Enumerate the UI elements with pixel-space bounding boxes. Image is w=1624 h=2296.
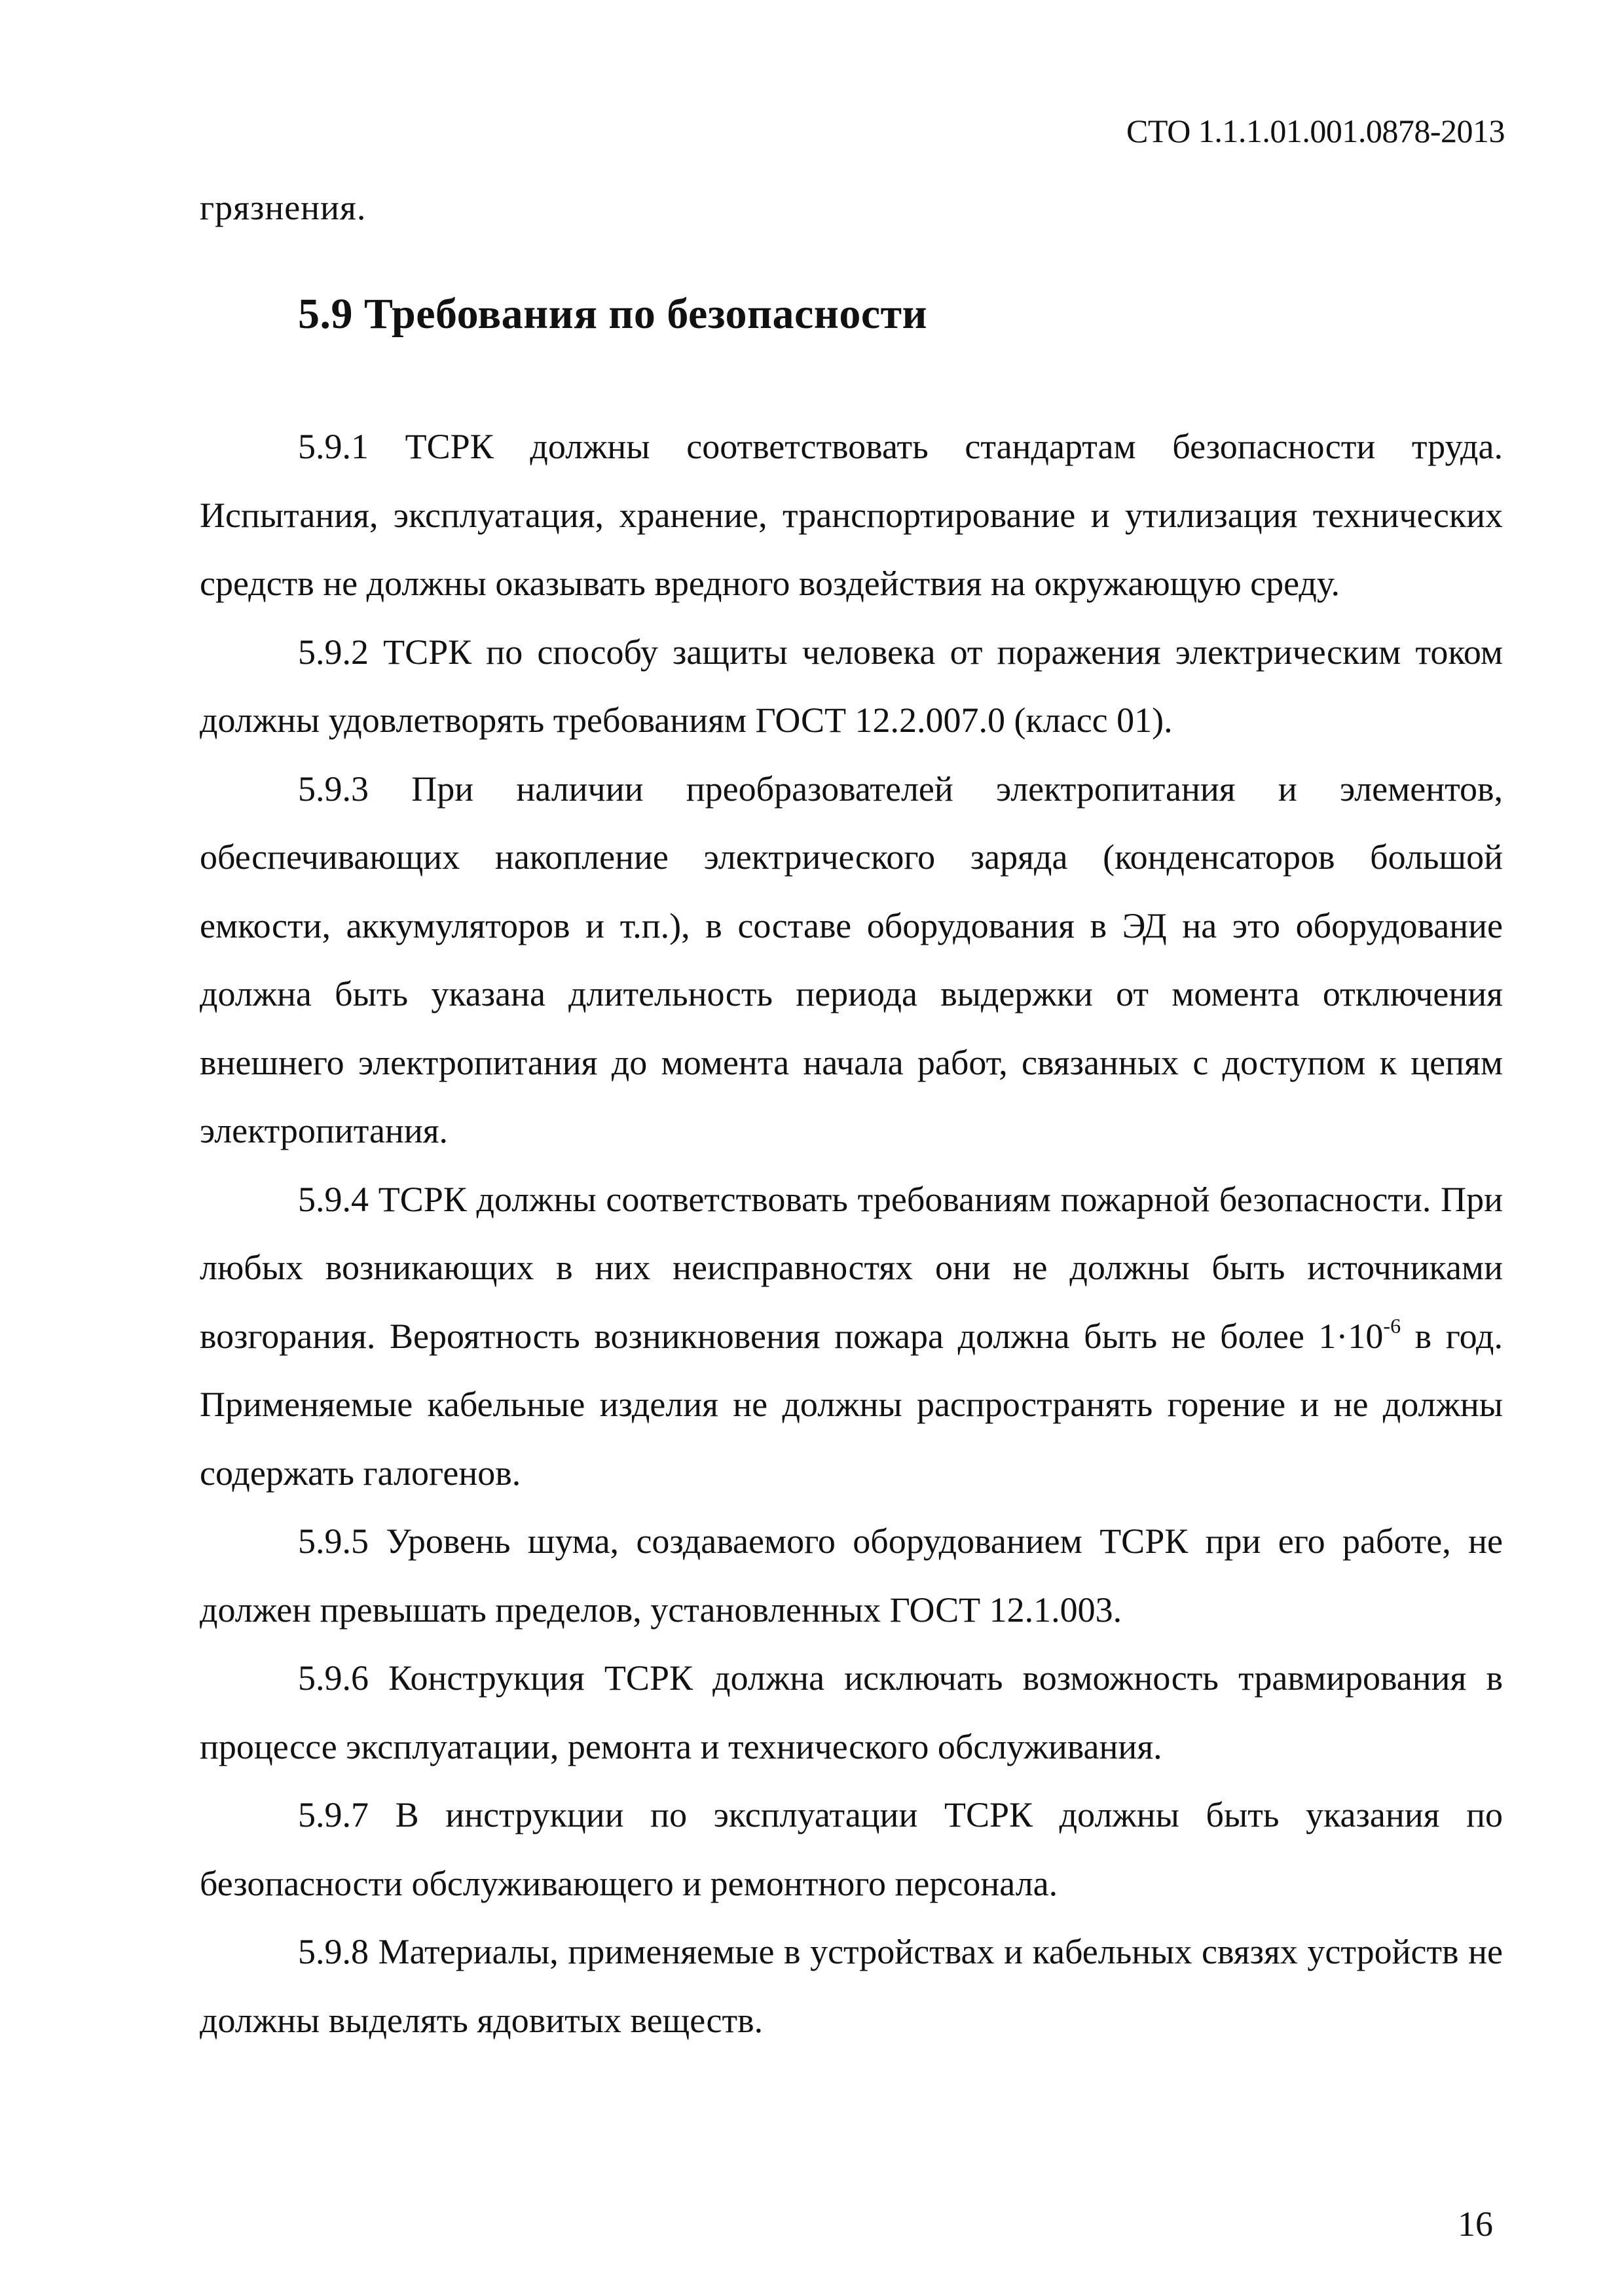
continuation-text: грязнения. xyxy=(200,188,367,227)
paragraph-5-9-6: 5.9.6 Конструкция ТСРК должна исключать возможность травмирования в процессе эксплуатации, ремонта и технического обслуживания. xyxy=(200,1658,1503,1766)
paragraph-5-9-7: 5.9.7 В инструкции по эксплуатации ТСРК должны быть указания по безопасности обслуживающего и ремонтного персонала. xyxy=(200,1795,1503,1903)
document-code: СТО 1.1.1.01.001.0878-2013 xyxy=(1126,113,1505,149)
paragraph-5-9-3: 5.9.3 При наличии преобразователей электропитания и элементов, обеспечивающих накопление электрического заряда (конденсаторов большой емкости, аккумуляторов и т.п.), в составе оборудования в ЭД на это оборудование должна быть указана длительность периода выдержки от момента отключения внешнего электропитания до момента начала работ, связанных с доступом к цепям электропитания. xyxy=(200,769,1503,1150)
paragraph-5-9-2: 5.9.2 ТСРК по способу защиты человека от поражения электрическим током должны удовлетворять требованиям ГОСТ 12.2.007.0 (класс 01). xyxy=(200,632,1503,740)
paragraph-5-9-1: 5.9.1 ТСРК должны соответствовать стандартам безопасности труда. Испытания, эксплуатация, хранение, транспортирование и утилизация технических средств не должны оказывать вредного воздействия на окружающую среду. xyxy=(200,427,1503,603)
page-number: 16 xyxy=(1458,2204,1493,2244)
paragraph-5-9-8: 5.9.8 Материалы, применяемые в устройствах и кабельных связях устройств не должны выделять ядовитых веществ. xyxy=(200,1932,1503,2040)
exponent: -6 xyxy=(1383,1313,1401,1338)
paragraph-5-9-4-text-a: 5.9.4 ТСРК должны соответствовать требованиям пожарной безопасности. При любых возникающих в них неисправностях они не должны быть источниками возгорания. Вероятность возникновения пожара должна быть не более 1·10 xyxy=(200,1179,1503,1356)
paragraph-5-9-4-text-b: в год. Применяемые кабельные изделия не должны распространять горение и не должны содержать галогенов. xyxy=(200,1316,1503,1493)
section-body xyxy=(200,412,1503,2054)
paragraph-5-9-5: 5.9.5 Уровень шума, создаваемого оборудованием ТСРК при его работе, не должен превышать пределов, установленных ГОСТ 12.1.003. xyxy=(200,1522,1503,1630)
section-heading: 5.9 Требования по безопасности xyxy=(298,290,928,338)
paragraph-5-9-4 xyxy=(200,1165,1503,1508)
